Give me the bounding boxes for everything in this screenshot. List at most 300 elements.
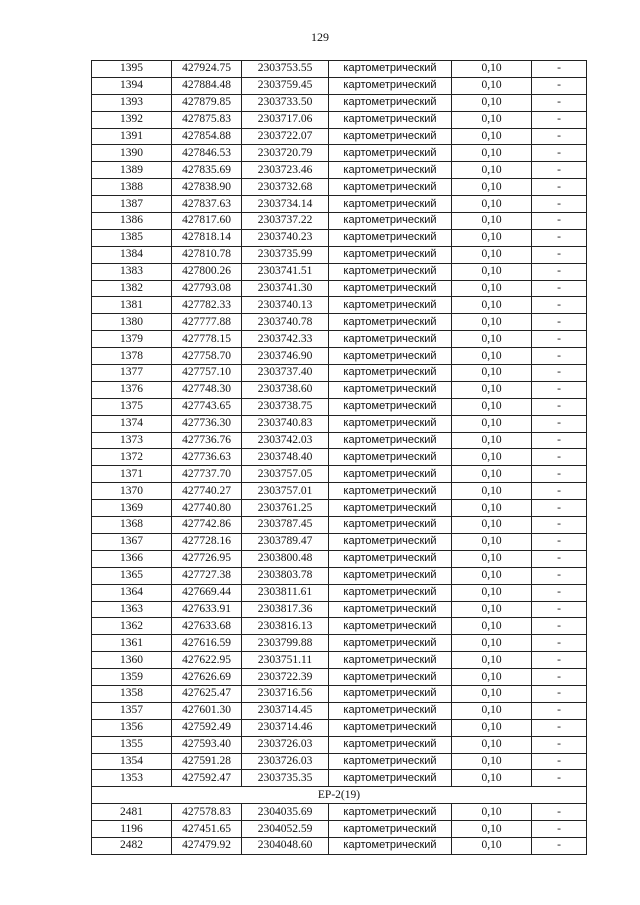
y-coordinate-cell: 2303740.23	[242, 229, 329, 246]
accuracy-cell: 0,10	[452, 804, 532, 821]
y-coordinate-cell: 2303722.07	[242, 128, 329, 145]
table-row	[92, 584, 587, 601]
note-cell: -	[532, 652, 587, 669]
section-row	[92, 787, 587, 804]
x-coordinate-cell: 427669.44	[172, 584, 242, 601]
method-cell: картометрический	[329, 618, 452, 635]
table-row	[92, 280, 587, 297]
table-row	[92, 94, 587, 111]
y-coordinate-cell: 2304035.69	[242, 804, 329, 821]
point-number-cell: 1380	[92, 314, 172, 331]
note-cell: -	[532, 601, 587, 618]
accuracy-cell: 0,10	[452, 145, 532, 162]
x-coordinate-cell: 427817.60	[172, 213, 242, 230]
y-coordinate-cell: 2303740.13	[242, 297, 329, 314]
y-coordinate-cell: 2303816.13	[242, 618, 329, 635]
accuracy-cell: 0,10	[452, 601, 532, 618]
y-coordinate-cell: 2303723.46	[242, 162, 329, 179]
x-coordinate-cell: 427740.80	[172, 500, 242, 517]
accuracy-cell: 0,10	[452, 500, 532, 517]
table-row	[92, 145, 587, 162]
table-row	[92, 719, 587, 736]
accuracy-cell: 0,10	[452, 415, 532, 432]
y-coordinate-cell: 2303716.56	[242, 685, 329, 702]
y-coordinate-cell: 2303789.47	[242, 533, 329, 550]
note-cell: -	[532, 381, 587, 398]
note-cell: -	[532, 584, 587, 601]
y-coordinate-cell: 2303757.05	[242, 466, 329, 483]
accuracy-cell: 0,10	[452, 196, 532, 213]
method-cell: картометрический	[329, 533, 452, 550]
accuracy-cell: 0,10	[452, 584, 532, 601]
point-number-cell: 1395	[92, 61, 172, 78]
accuracy-cell: 0,10	[452, 517, 532, 534]
note-cell: -	[532, 567, 587, 584]
y-coordinate-cell: 2303742.33	[242, 331, 329, 348]
y-coordinate-cell: 2303748.40	[242, 449, 329, 466]
table-row	[92, 466, 587, 483]
method-cell: картометрический	[329, 821, 452, 838]
method-cell: картометрический	[329, 145, 452, 162]
note-cell: -	[532, 550, 587, 567]
accuracy-cell: 0,10	[452, 77, 532, 94]
y-coordinate-cell: 2303787.45	[242, 517, 329, 534]
x-coordinate-cell: 427879.85	[172, 94, 242, 111]
table-row	[92, 753, 587, 770]
x-coordinate-cell: 427625.47	[172, 685, 242, 702]
accuracy-cell: 0,10	[452, 821, 532, 838]
method-cell: картометрический	[329, 365, 452, 382]
note-cell: -	[532, 449, 587, 466]
x-coordinate-cell: 427740.27	[172, 483, 242, 500]
y-coordinate-cell: 2303732.68	[242, 179, 329, 196]
accuracy-cell: 0,10	[452, 635, 532, 652]
x-coordinate-cell: 427626.69	[172, 669, 242, 686]
method-cell: картометрический	[329, 601, 452, 618]
point-number-cell: 1384	[92, 246, 172, 263]
point-number-cell: 1353	[92, 770, 172, 787]
x-coordinate-cell: 427748.30	[172, 381, 242, 398]
accuracy-cell: 0,10	[452, 314, 532, 331]
y-coordinate-cell: 2303761.25	[242, 500, 329, 517]
x-coordinate-cell: 427800.26	[172, 263, 242, 280]
point-number-cell: 1385	[92, 229, 172, 246]
note-cell: -	[532, 331, 587, 348]
table-row	[92, 398, 587, 415]
point-number-cell: 1365	[92, 567, 172, 584]
table-row	[92, 685, 587, 702]
x-coordinate-cell: 427777.88	[172, 314, 242, 331]
y-coordinate-cell: 2303811.61	[242, 584, 329, 601]
note-cell: -	[532, 179, 587, 196]
y-coordinate-cell: 2303817.36	[242, 601, 329, 618]
method-cell: картометрический	[329, 753, 452, 770]
y-coordinate-cell: 2303753.55	[242, 61, 329, 78]
table-row	[92, 449, 587, 466]
point-number-cell: 1394	[92, 77, 172, 94]
note-cell: -	[532, 618, 587, 635]
method-cell: картометрический	[329, 246, 452, 263]
point-number-cell: 1367	[92, 533, 172, 550]
x-coordinate-cell: 427818.14	[172, 229, 242, 246]
table-row	[92, 770, 587, 787]
y-coordinate-cell: 2303803.78	[242, 567, 329, 584]
x-coordinate-cell: 427736.30	[172, 415, 242, 432]
table-row	[92, 297, 587, 314]
note-cell: -	[532, 669, 587, 686]
x-coordinate-cell: 427742.86	[172, 517, 242, 534]
y-coordinate-cell: 2303720.79	[242, 145, 329, 162]
accuracy-cell: 0,10	[452, 348, 532, 365]
point-number-cell: 1366	[92, 550, 172, 567]
x-coordinate-cell: 427884.48	[172, 77, 242, 94]
x-coordinate-cell: 427854.88	[172, 128, 242, 145]
point-number-cell: 1369	[92, 500, 172, 517]
table-row	[92, 415, 587, 432]
point-number-cell: 1355	[92, 736, 172, 753]
note-cell: -	[532, 213, 587, 230]
x-coordinate-cell: 427737.70	[172, 466, 242, 483]
point-number-cell: 1381	[92, 297, 172, 314]
coordinates-table	[91, 60, 587, 855]
table-row	[92, 500, 587, 517]
point-number-cell: 1391	[92, 128, 172, 145]
x-coordinate-cell: 427782.33	[172, 297, 242, 314]
y-coordinate-cell: 2303735.99	[242, 246, 329, 263]
method-cell: картометрический	[329, 381, 452, 398]
accuracy-cell: 0,10	[452, 550, 532, 567]
note-cell: -	[532, 229, 587, 246]
accuracy-cell: 0,10	[452, 702, 532, 719]
method-cell: картометрический	[329, 652, 452, 669]
table-row	[92, 804, 587, 821]
note-cell: -	[532, 415, 587, 432]
y-coordinate-cell: 2303738.75	[242, 398, 329, 415]
table-row	[92, 162, 587, 179]
table-row	[92, 821, 587, 838]
method-cell: картометрический	[329, 111, 452, 128]
point-number-cell: 1370	[92, 483, 172, 500]
point-number-cell: 1362	[92, 618, 172, 635]
note-cell: -	[532, 263, 587, 280]
note-cell: -	[532, 94, 587, 111]
y-coordinate-cell: 2303740.78	[242, 314, 329, 331]
section-label: ЕР-2(19)	[92, 787, 587, 804]
accuracy-cell: 0,10	[452, 483, 532, 500]
y-coordinate-cell: 2303737.40	[242, 365, 329, 382]
accuracy-cell: 0,10	[452, 111, 532, 128]
x-coordinate-cell: 427736.76	[172, 432, 242, 449]
method-cell: картометрический	[329, 398, 452, 415]
note-cell: -	[532, 145, 587, 162]
accuracy-cell: 0,10	[452, 246, 532, 263]
x-coordinate-cell: 427633.91	[172, 601, 242, 618]
y-coordinate-cell: 2303741.30	[242, 280, 329, 297]
accuracy-cell: 0,10	[452, 770, 532, 787]
y-coordinate-cell: 2303757.01	[242, 483, 329, 500]
table-row	[92, 381, 587, 398]
y-coordinate-cell: 2303714.45	[242, 702, 329, 719]
coordinates-table-body	[92, 61, 587, 855]
x-coordinate-cell: 427633.68	[172, 618, 242, 635]
method-cell: картометрический	[329, 550, 452, 567]
table-row	[92, 618, 587, 635]
x-coordinate-cell: 427616.59	[172, 635, 242, 652]
point-number-cell: 2482	[92, 837, 172, 854]
note-cell: -	[532, 77, 587, 94]
y-coordinate-cell: 2303742.03	[242, 432, 329, 449]
x-coordinate-cell: 427592.47	[172, 770, 242, 787]
accuracy-cell: 0,10	[452, 449, 532, 466]
note-cell: -	[532, 753, 587, 770]
note-cell: -	[532, 365, 587, 382]
point-number-cell: 1390	[92, 145, 172, 162]
note-cell: -	[532, 837, 587, 854]
y-coordinate-cell: 2303746.90	[242, 348, 329, 365]
method-cell: картометрический	[329, 213, 452, 230]
point-number-cell: 1393	[92, 94, 172, 111]
method-cell: картометрический	[329, 685, 452, 702]
method-cell: картометрический	[329, 348, 452, 365]
note-cell: -	[532, 246, 587, 263]
point-number-cell: 1378	[92, 348, 172, 365]
accuracy-cell: 0,10	[452, 213, 532, 230]
table-row	[92, 567, 587, 584]
table-row	[92, 550, 587, 567]
note-cell: -	[532, 162, 587, 179]
accuracy-cell: 0,10	[452, 179, 532, 196]
accuracy-cell: 0,10	[452, 685, 532, 702]
note-cell: -	[532, 280, 587, 297]
note-cell: -	[532, 736, 587, 753]
y-coordinate-cell: 2303722.39	[242, 669, 329, 686]
method-cell: картометрический	[329, 415, 452, 432]
y-coordinate-cell: 2303800.48	[242, 550, 329, 567]
y-coordinate-cell: 2304052.59	[242, 821, 329, 838]
x-coordinate-cell: 427578.83	[172, 804, 242, 821]
accuracy-cell: 0,10	[452, 229, 532, 246]
x-coordinate-cell: 427924.75	[172, 61, 242, 78]
method-cell: картометрический	[329, 719, 452, 736]
table-row	[92, 263, 587, 280]
accuracy-cell: 0,10	[452, 652, 532, 669]
x-coordinate-cell: 427835.69	[172, 162, 242, 179]
y-coordinate-cell: 2303740.83	[242, 415, 329, 432]
page-number: 129	[311, 30, 329, 44]
x-coordinate-cell: 427726.95	[172, 550, 242, 567]
y-coordinate-cell: 2303751.11	[242, 652, 329, 669]
y-coordinate-cell: 2303738.60	[242, 381, 329, 398]
point-number-cell: 1379	[92, 331, 172, 348]
note-cell: -	[532, 702, 587, 719]
note-cell: -	[532, 128, 587, 145]
method-cell: картометрический	[329, 449, 452, 466]
note-cell: -	[532, 770, 587, 787]
x-coordinate-cell: 427778.15	[172, 331, 242, 348]
method-cell: картометрический	[329, 483, 452, 500]
x-coordinate-cell: 427601.30	[172, 702, 242, 719]
table-row	[92, 669, 587, 686]
accuracy-cell: 0,10	[452, 533, 532, 550]
y-coordinate-cell: 2303726.03	[242, 736, 329, 753]
method-cell: картометрический	[329, 770, 452, 787]
table-row	[92, 837, 587, 854]
point-number-cell: 1372	[92, 449, 172, 466]
note-cell: -	[532, 517, 587, 534]
method-cell: картометрический	[329, 77, 452, 94]
point-number-cell: 1196	[92, 821, 172, 838]
table-row	[92, 314, 587, 331]
accuracy-cell: 0,10	[452, 381, 532, 398]
table-row	[92, 652, 587, 669]
y-coordinate-cell: 2303735.35	[242, 770, 329, 787]
table-row	[92, 483, 587, 500]
x-coordinate-cell: 427758.70	[172, 348, 242, 365]
table-row	[92, 61, 587, 78]
accuracy-cell: 0,10	[452, 736, 532, 753]
accuracy-cell: 0,10	[452, 162, 532, 179]
point-number-cell: 1387	[92, 196, 172, 213]
note-cell: -	[532, 297, 587, 314]
table-row	[92, 229, 587, 246]
accuracy-cell: 0,10	[452, 365, 532, 382]
accuracy-cell: 0,10	[452, 466, 532, 483]
note-cell: -	[532, 314, 587, 331]
note-cell: -	[532, 821, 587, 838]
point-number-cell: 1389	[92, 162, 172, 179]
accuracy-cell: 0,10	[452, 297, 532, 314]
y-coordinate-cell: 2303737.22	[242, 213, 329, 230]
table-row	[92, 196, 587, 213]
accuracy-cell: 0,10	[452, 753, 532, 770]
method-cell: картометрический	[329, 804, 452, 821]
method-cell: картометрический	[329, 331, 452, 348]
table-row	[92, 246, 587, 263]
note-cell: -	[532, 500, 587, 517]
method-cell: картометрический	[329, 736, 452, 753]
point-number-cell: 1376	[92, 381, 172, 398]
point-number-cell: 1359	[92, 669, 172, 686]
y-coordinate-cell: 2303741.51	[242, 263, 329, 280]
accuracy-cell: 0,10	[452, 280, 532, 297]
method-cell: картометрический	[329, 263, 452, 280]
method-cell: картометрический	[329, 567, 452, 584]
point-number-cell: 1373	[92, 432, 172, 449]
accuracy-cell: 0,10	[452, 331, 532, 348]
y-coordinate-cell: 2303717.06	[242, 111, 329, 128]
note-cell: -	[532, 533, 587, 550]
x-coordinate-cell: 427591.28	[172, 753, 242, 770]
table-row	[92, 365, 587, 382]
table-row	[92, 533, 587, 550]
note-cell: -	[532, 804, 587, 821]
accuracy-cell: 0,10	[452, 837, 532, 854]
table-row	[92, 77, 587, 94]
method-cell: картометрический	[329, 61, 452, 78]
table-row	[92, 517, 587, 534]
method-cell: картометрический	[329, 669, 452, 686]
point-number-cell: 1364	[92, 584, 172, 601]
table-row	[92, 635, 587, 652]
note-cell: -	[532, 196, 587, 213]
method-cell: картометрический	[329, 584, 452, 601]
note-cell: -	[532, 432, 587, 449]
accuracy-cell: 0,10	[452, 263, 532, 280]
method-cell: картометрический	[329, 517, 452, 534]
note-cell: -	[532, 398, 587, 415]
point-number-cell: 1377	[92, 365, 172, 382]
y-coordinate-cell: 2303726.03	[242, 753, 329, 770]
y-coordinate-cell: 2303734.14	[242, 196, 329, 213]
point-number-cell: 2481	[92, 804, 172, 821]
accuracy-cell: 0,10	[452, 618, 532, 635]
point-number-cell: 1358	[92, 685, 172, 702]
method-cell: картометрический	[329, 837, 452, 854]
point-number-cell: 1354	[92, 753, 172, 770]
point-number-cell: 1375	[92, 398, 172, 415]
x-coordinate-cell: 427728.16	[172, 533, 242, 550]
note-cell: -	[532, 348, 587, 365]
accuracy-cell: 0,10	[452, 719, 532, 736]
method-cell: картометрический	[329, 297, 452, 314]
table-row	[92, 179, 587, 196]
y-coordinate-cell: 2303799.88	[242, 635, 329, 652]
method-cell: картометрический	[329, 280, 452, 297]
x-coordinate-cell: 427743.65	[172, 398, 242, 415]
method-cell: картометрический	[329, 196, 452, 213]
method-cell: картометрический	[329, 500, 452, 517]
note-cell: -	[532, 111, 587, 128]
note-cell: -	[532, 685, 587, 702]
method-cell: картометрический	[329, 229, 452, 246]
method-cell: картометрический	[329, 94, 452, 111]
note-cell: -	[532, 466, 587, 483]
accuracy-cell: 0,10	[452, 432, 532, 449]
accuracy-cell: 0,10	[452, 94, 532, 111]
table-row	[92, 601, 587, 618]
x-coordinate-cell: 427593.40	[172, 736, 242, 753]
accuracy-cell: 0,10	[452, 398, 532, 415]
table-row	[92, 128, 587, 145]
method-cell: картометрический	[329, 635, 452, 652]
x-coordinate-cell: 427479.92	[172, 837, 242, 854]
point-number-cell: 1368	[92, 517, 172, 534]
table-row	[92, 736, 587, 753]
y-coordinate-cell: 2304048.60	[242, 837, 329, 854]
method-cell: картометрический	[329, 179, 452, 196]
point-number-cell: 1374	[92, 415, 172, 432]
note-cell: -	[532, 719, 587, 736]
point-number-cell: 1360	[92, 652, 172, 669]
note-cell: -	[532, 483, 587, 500]
table-row	[92, 213, 587, 230]
accuracy-cell: 0,10	[452, 669, 532, 686]
point-number-cell: 1361	[92, 635, 172, 652]
point-number-cell: 1392	[92, 111, 172, 128]
table-row	[92, 348, 587, 365]
x-coordinate-cell: 427810.78	[172, 246, 242, 263]
x-coordinate-cell: 427875.83	[172, 111, 242, 128]
table-row	[92, 111, 587, 128]
point-number-cell: 1363	[92, 601, 172, 618]
point-number-cell: 1388	[92, 179, 172, 196]
table-row	[92, 702, 587, 719]
method-cell: картометрический	[329, 432, 452, 449]
method-cell: картометрический	[329, 162, 452, 179]
accuracy-cell: 0,10	[452, 128, 532, 145]
point-number-cell: 1371	[92, 466, 172, 483]
method-cell: картометрический	[329, 702, 452, 719]
